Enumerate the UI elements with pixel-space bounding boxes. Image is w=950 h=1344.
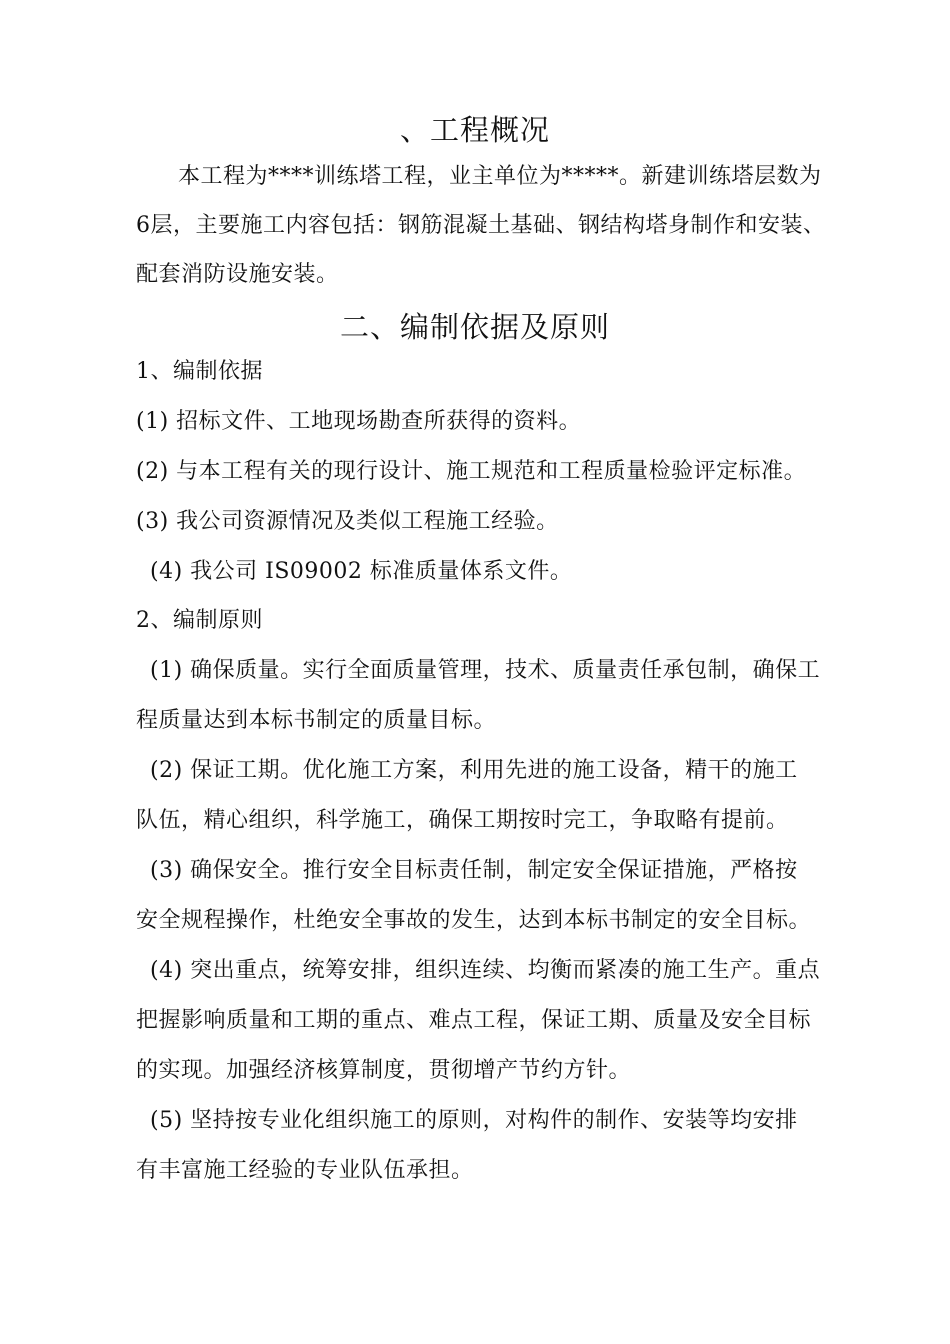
basis-item-4: (4) 我公司 IS09002 标准质量体系文件。 <box>150 559 573 584</box>
principle-1-line-2: 程质量达到本标书制定的质量目标。 <box>136 708 497 733</box>
basis-item-2: (2) 与本工程有关的现行设计、施工规范和工程质量检验评定标准。 <box>136 459 807 484</box>
principle-3-line-2: 安全规程操作，杜绝安全事故的发生，达到本标书制定的安全目标。 <box>136 908 812 933</box>
principle-4-line-3: 的实现。加强经济核算制度，贯彻增产节约方针。 <box>136 1058 632 1083</box>
section-1-title: 、工程概况 <box>399 113 550 147</box>
subsection-2-heading: 2、编制原则 <box>136 608 263 633</box>
principle-3-line-1: (3) 确保安全。推行安全目标责任制，制定安全保证措施，严格按 <box>150 858 798 883</box>
principle-2-line-2: 队伍，精心组织，科学施工，确保工期按时完工，争取略有提前。 <box>136 808 789 833</box>
subsection-1-heading: 1、编制依据 <box>136 359 263 384</box>
section-1-para-line-1: 本工程为****训练塔工程，业主单位为*****。新建训练塔层数为 <box>178 164 822 189</box>
basis-item-3: (3) 我公司资源情况及类似工程施工经验。 <box>136 509 559 534</box>
basis-item-1: (1) 招标文件、工地现场勘查所获得的资料。 <box>136 409 582 434</box>
principle-5-line-1: (5) 坚持按专业化组织施工的原则，对构件的制作、安装等均安排 <box>150 1108 798 1133</box>
section-1-para-line-3: 配套消防设施安装。 <box>136 262 339 287</box>
principle-4-line-1: (4) 突出重点，统筹安排，组织连续、均衡而紧凑的施工生产。重点 <box>150 958 821 983</box>
principle-2-line-1: (2) 保证工期。优化施工方案，利用先进的施工设备，精干的施工 <box>150 758 798 783</box>
principle-1-line-1: (1) 确保质量。实行全面质量管理，技术、质量责任承包制，确保工 <box>150 658 821 683</box>
section-1-para-line-2: 6层，主要施工内容包括：钢筋混凝土基础、钢结构塔身制作和安装、 <box>136 213 826 238</box>
principle-4-line-2: 把握影响质量和工期的重点、难点工程，保证工期、质量及安全目标 <box>136 1008 812 1033</box>
section-2-title: 二、编制依据及原则 <box>339 310 610 344</box>
principle-5-line-2: 有丰富施工经验的专业队伍承担。 <box>136 1158 474 1183</box>
